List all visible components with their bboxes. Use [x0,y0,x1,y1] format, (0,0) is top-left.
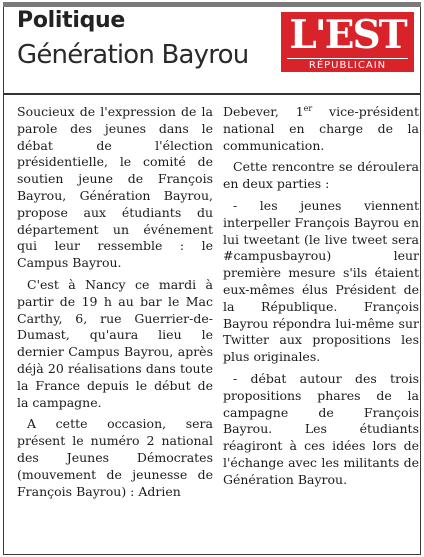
newspaper-logo [281,12,414,72]
article-column-right [223,104,419,494]
superscript: er [303,103,313,113]
paragraph: - débat autour des trois propositions phares de la campagne de François Bayrou. Les étudiants réagiront à ces idées lors de l'échange avec les militants de Génération Bayrou. [223,370,419,487]
text-run: vice-président national en charge de la communication. [223,104,420,153]
paragraph [223,104,419,154]
section-title: Politique [17,8,126,33]
logo-main: L'EST [289,12,406,58]
paragraph: A cette occasion, sera présent le numéro 2 national des Jeunes Démocrates (mouvement de jeunesse de François Bayrou) : Adrien [17,416,213,499]
paragraph: - les jeunes viennent interpeller François Bayrou en lui tweetant (le live tweet sera #campusbayrou) leur première mesure s'ils étaient eux-mêmes élus Président de la République. François Bayrou répondra lui-même sur Twitter aux propositions les plus originales. [223,197,419,365]
text-run: Debever, 1 [223,104,304,119]
top-bar [3,2,421,7]
article-column-left [17,104,213,505]
paragraph: Cette rencontre se déroulera en deux parties : [223,159,419,192]
paragraph: C'est à Nancy ce mardi à partir de 19 h au bar le Mac Carthy, 6, rue Guerrier-de-Dumast, qu'aura lieu le dernier Campus Bayrou, après déjà 20 réalisations dans toute la France depuis le début de la campagne. [17,276,213,410]
article-headline: Génération Bayrou [17,40,249,70]
logo-sub: RÉPUBLICAIN [308,60,387,71]
logo-rule [287,58,408,59]
header-divider [3,93,421,95]
paragraph: Soucieux de l'expression de la parole des jeunes dans le débat de l'élection présidentielle, le comité de soutien jeune de François Bayrou, Génération Bayrou, propose aux étudiants du département un événement qui leur ressemble : le Campus Bayrou. [17,104,213,271]
